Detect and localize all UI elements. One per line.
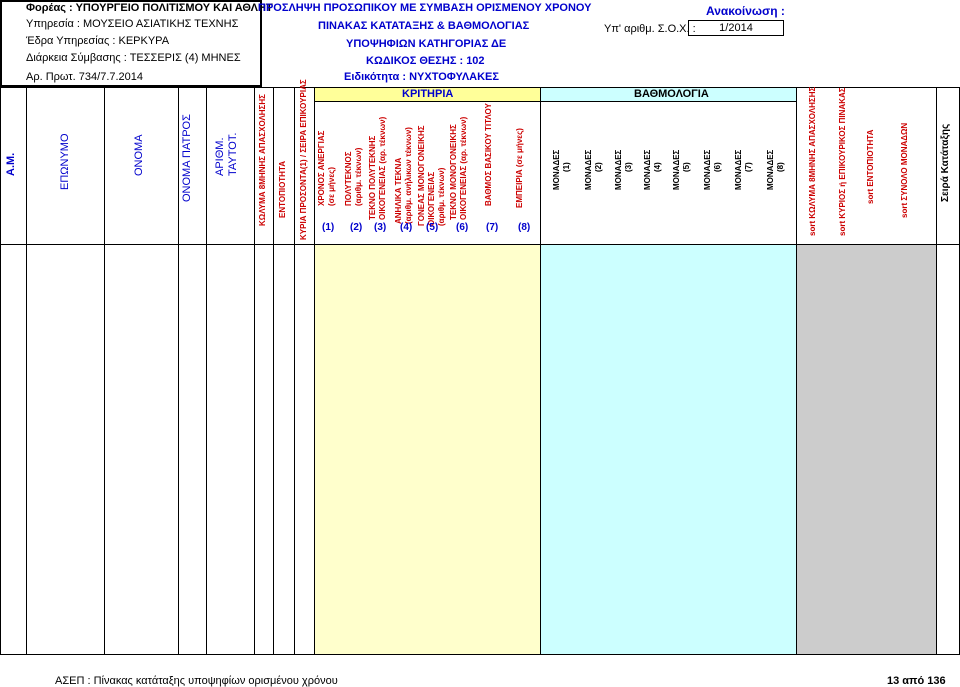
criterion-number: (3): [374, 222, 387, 233]
monades-label: ΜΟΝΑΔΕΣ: [734, 149, 743, 190]
col-line: [104, 88, 105, 655]
col-k7: ΒΑΘΜΟΣ ΒΑΣΙΚΟΥ ΤΙΤΛΟΥ: [484, 103, 493, 206]
monades-number: (6): [713, 162, 722, 172]
monades-number: (3): [624, 162, 633, 172]
col-sort-kolyma: sort ΚΩΛΥΜΑ 8ΜΗΝΗΣ ΑΠΑΣΧΟΛΗΣΗΣ: [808, 86, 817, 236]
criterion-number: (8): [518, 222, 531, 233]
eidikotita-text: Ειδικότητα : ΝΥΧΤΟΦΥΛΑΚΕΣ: [344, 71, 499, 83]
col-arithm-taytot: [214, 133, 240, 176]
col-sort-kyrios: sort ΚΥΡΙΟΣ ή ΕΠΙΚΟΥΡΙΚΟΣ ΠΙΝΑΚΑΣ: [838, 87, 847, 236]
col-onoma-patros: ΟΝΟΜΑ ΠΑΤΡΟΣ: [181, 114, 193, 202]
k3-line2: ΟΙΚΟΓΕΝΕΙΑΣ (αρ. τέκνων): [378, 116, 387, 220]
k2-line2: (αριθμ. τέκνων): [354, 147, 363, 206]
col-line: [206, 88, 207, 655]
col-sort-synolo: sort ΣΥΝΟΛΟ ΜΟΝΑΔΩΝ: [900, 122, 909, 218]
foreas-text: Φορέας : ΥΠΟΥΡΓΕΙΟ ΠΟΛΙΤΙΣΜΟΥ ΚΑΙ ΑΘΛΗΤ: [26, 2, 273, 14]
col-monades-8: [766, 150, 786, 190]
col-line: [178, 88, 179, 655]
col-eponymo: ΕΠΩΝΥΜΟ: [59, 133, 71, 190]
col-line: [936, 88, 937, 655]
col-line: [540, 88, 541, 655]
k5-line3: (αριθμ. τέκνων): [437, 167, 446, 226]
col-k1: [317, 131, 337, 206]
col-kyria: ΚΥΡΙΑ ΠΡΟΣΟΝΤΑ(1) / ΣΕΙΡΑ ΕΠΙΚΟΥΡΙΑΣ: [299, 79, 308, 240]
arithm-line2: ΤΑΥΤΟΤ.: [227, 132, 239, 176]
group-divider-line: [314, 101, 796, 102]
col-sort-entopiotita: sort ΕΝΤΟΠΙΟΤΗΤΑ: [866, 129, 875, 204]
col-line: [0, 88, 1, 655]
kritiria-group-label: ΚΡΙΤΗΡΙΑ: [402, 88, 454, 100]
kodikos-thesis: ΚΩΔΙΚΟΣ ΘΕΣΗΣ : 102: [366, 55, 485, 67]
col-kolyma: ΚΩΛΥΜΑ 8ΜΗΝΗΣ ΑΠΑΣΧΟΛΗΣΗΣ: [258, 94, 267, 226]
col-entopiotita: ΕΝΤΟΠΙΟΤΗΤΑ: [278, 160, 287, 218]
table-bottom-line: [0, 654, 960, 655]
criteria-area: [314, 244, 540, 655]
monades-label: ΜΟΝΑΔΕΣ: [584, 149, 593, 190]
page-number: 13 από 136: [887, 675, 946, 687]
footer-caption: ΑΣΕΠ : Πίνακας κατάταξης υποψηφίων ορισμένου χρόνου: [55, 675, 338, 687]
anakoinosi-label: Ανακοίνωση :: [706, 4, 785, 18]
soh-label: Υπ' αριθμ. Σ.Ο.Χ. :: [604, 23, 696, 35]
monades-number: (2): [594, 162, 603, 172]
monades-label: ΜΟΝΑΔΕΣ: [766, 149, 775, 190]
diarkeia-text: Διάρκεια Σύμβασης : ΤΕΣΣΕΡΙΣ (4) ΜΗΝΕΣ: [26, 52, 241, 64]
pinakas-title: ΠΙΝΑΚΑΣ ΚΑΤΑΤΑΞΗΣ & ΒΑΘΜΟΛΟΓΙΑΣ: [318, 20, 530, 32]
col-monades-6: [703, 150, 723, 190]
col-monades-5: [672, 150, 692, 190]
col-k4: [394, 127, 414, 224]
monades-number: (7): [744, 162, 753, 172]
col-monades-7: [734, 150, 754, 190]
edra-text: Έδρα Υπηρεσίας : ΚΕΡΚΥΡΑ: [26, 35, 170, 47]
monades-label: ΜΟΝΑΔΕΣ: [614, 149, 623, 190]
k6-line1: ΤΕΚΝΟ ΜΟΝΟΓΟΝΕΙΚΗΣ: [449, 124, 458, 220]
monades-label: ΜΟΝΑΔΕΣ: [703, 149, 712, 190]
k4-line1: ΑΝΗΛΙΚΑ ΤΕΚΝΑ: [394, 157, 403, 224]
sort-area: [796, 244, 936, 655]
criterion-number: (5): [426, 222, 439, 233]
monades-number: (5): [682, 162, 691, 172]
k1-line2: (σε μήνες): [327, 166, 336, 206]
col-k2: [344, 148, 364, 206]
col-monades-2: [584, 150, 604, 190]
col-line: [294, 88, 295, 655]
monades-number: (8): [776, 162, 785, 172]
col-line: [796, 88, 797, 655]
col-monades-4: [643, 150, 663, 190]
col-monades-3: [614, 150, 634, 190]
col-seira-kataxis: Σειρά Κατάταξης: [940, 123, 951, 202]
col-line: [254, 88, 255, 655]
ypopsifion-title: ΥΠΟΨΗΦΙΩΝ ΚΑΤΗΓΟΡΙΑΣ ΔΕ: [346, 38, 507, 50]
k2-line1: ΠΟΛΥΤΕΚΝΟΣ: [344, 151, 353, 206]
monades-label: ΜΟΝΑΔΕΣ: [643, 149, 652, 190]
monades-number: (1): [562, 162, 571, 172]
page-title: ΠΡΟΣΛΗΨΗ ΠΡΟΣΩΠΙΚΟΥ ΜΕ ΣΥΜΒΑΣΗ ΟΡΙΣΜΕΝΟΥ ΧΡΟΝΟΥ: [258, 2, 592, 14]
k5-line1: ΓΟΝΕΑΣ ΜΟΝΟΓΟΝΕΙΚΗΣ: [417, 125, 426, 226]
ypiresia-text: Υπηρεσία : ΜΟΥΣΕΙΟ ΑΣΙΑΤΙΚΗΣ ΤΕΧΝΗΣ: [26, 18, 239, 30]
header-bottom-line: [0, 244, 960, 245]
k6-line2: ΟΙΚΟΓΕΝΕΙΑΣ (αρ. τέκνων): [459, 116, 468, 220]
monades-label: ΜΟΝΑΔΕΣ: [672, 149, 681, 190]
criterion-number: (2): [350, 222, 363, 233]
criterion-number: (4): [400, 222, 413, 233]
criterion-number: (6): [456, 222, 469, 233]
criterion-number: (1): [322, 222, 335, 233]
k4-line2: (αριθμ. ανήλικων τέκνων): [404, 127, 413, 224]
col-line: [273, 88, 274, 655]
col-k8: ΕΜΠΕΙΡΙΑ (σε μήνες): [515, 128, 524, 208]
ar-prot-text: Αρ. Πρωτ. 734/7.7.2014: [26, 71, 144, 83]
vathmologia-group-label: ΒΑΘΜΟΛΟΓΙΑ: [634, 88, 709, 100]
col-am: Α.Μ.: [5, 152, 17, 176]
col-k6: [449, 117, 469, 220]
col-k3: [368, 117, 388, 220]
k1-line1: ΧΡΟΝΟΣ ΑΝΕΡΓΙΑΣ: [317, 130, 326, 206]
col-onoma: ΟΝΟΜΑ: [133, 134, 145, 176]
score-area: [540, 244, 796, 655]
col-k5: [417, 125, 447, 226]
monades-number: (4): [653, 162, 662, 172]
k5-line2: ΟΙΚΟΓΕΝΕΙΑΣ: [427, 171, 436, 226]
col-monades-1: [552, 150, 572, 190]
arithm-line1: ΑΡΙΘΜ.: [214, 137, 226, 176]
col-line: [26, 88, 27, 655]
col-line: [314, 88, 315, 655]
k3-line1: ΤΕΚΝΟ ΠΟΛΥΤΕΚΝΗΣ: [368, 135, 377, 220]
soh-value-box: 1/2014: [688, 20, 784, 36]
monades-label: ΜΟΝΑΔΕΣ: [552, 149, 561, 190]
criterion-number: (7): [486, 222, 499, 233]
